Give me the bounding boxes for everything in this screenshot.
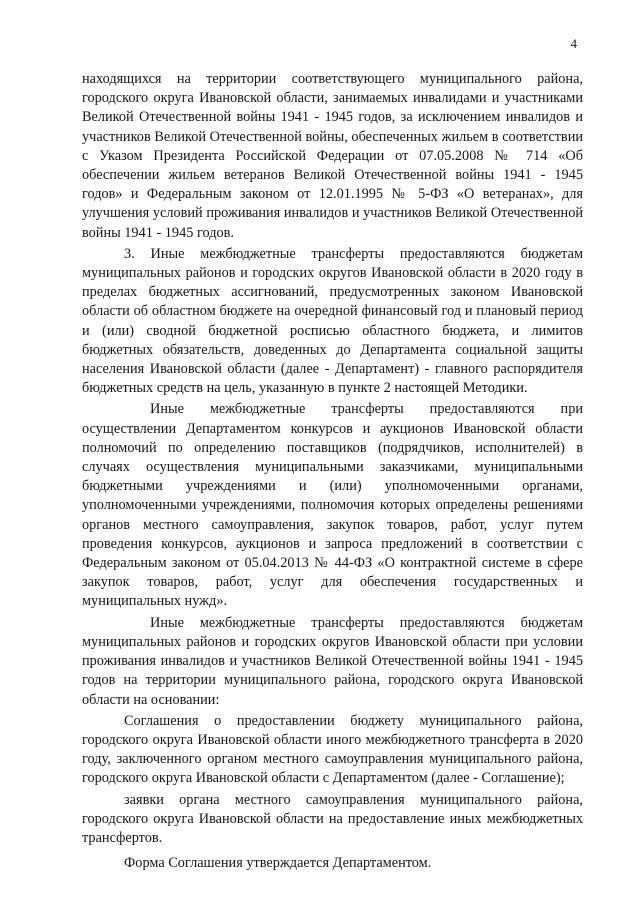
- page-number: 4: [570, 36, 577, 51]
- paragraph-procurement: Иные межбюджетные трансферты предоставляются при осуществлении Департаментом конкурсов и аукционов Ивановской области полномочий по определению поставщиков (подрядчиков, исполнителей) в случаях осуществления муниципальными заказчиками, муниципальными бюджетными учреждениями и (или) уполномоченными органами, уполномоченными учреждениями, полномочия которых определены решениями органов местного самоуправления, закупок товаров, работ, услуг путем проведения конкурсов, аукционов и запроса предложений в соответствии с Федеральным законом от 05.04.2013 № 44-ФЗ «О контрактной системе в сфере закупок товаров, работ, услуг для обеспечения государственных и муниципальных нужд».: [82, 401, 583, 610]
- paragraph-clause-3: 3. Иные межбюджетные трансферты предоставляются бюджетам муниципальных районов и городских округов Ивановской области в 2020 году в пределах бюджетных ассигнований, предусмотренных законом Ивановской области об областном бюджете на очередной финансовый год и плановый период и (или) сводной бюджетной росписью областного бюджета, и лимитов бюджетных обязательств, доведенных до Департамента социальной защиты населения Ивановской области (далее - Департамент) - главного распорядителя бюджетных средств на цель, указанную в пункте 2 настоящей Методики.: [82, 245, 583, 397]
- paragraph-agreement: Соглашения о предоставлении бюджету муниципального района, городского округа Ивановской области иного межбюджетного трансферта в 2020 году, заключенного органом местного самоуправления муниципального района, городского округа Ивановской области с Департаментом (далее - Соглашение);: [82, 712, 583, 787]
- paragraph-conditions: Иные межбюджетные трансферты предоставляются бюджетам муниципальных районов и городских округов Ивановской области при условии проживания инвалидов и участников Великой Отечественной войны 1941 - 1945 годов на территории муниципального района, городского округа Ивановской области на основании:: [82, 614, 583, 708]
- paragraph-continuation: находящихся на территории соответствующего муниципального района, городского округа Ивановской области, занимаемых инвалидами и участниками Великой Отечественной войны 1941 - 1945 годов, за исключением инвалидов и участников Великой Отечественной войны, обеспеченных жильем в соответствии с Указом Президента Российской Федерации от 07.05.2008 № 714 «Об обеспечении жильем ветеранов Великой Отечественной войны 1941 - 1945 годов» и Федеральным законом от 12.01.1995 № 5-ФЗ «О ветеранах», для улучшения условий проживания инвалидов и участников Великой Отечественной войны 1941 - 1945 годов.: [82, 71, 583, 241]
- document-body: [82, 70, 583, 875]
- paragraph-form-approval: Форма Соглашения утверждается Департаментом.: [124, 855, 432, 872]
- paragraph-application: заявки органа местного самоуправления муниципального района, городского округа Ивановской области на предоставление иных межбюджетных трансфертов.: [82, 791, 583, 846]
